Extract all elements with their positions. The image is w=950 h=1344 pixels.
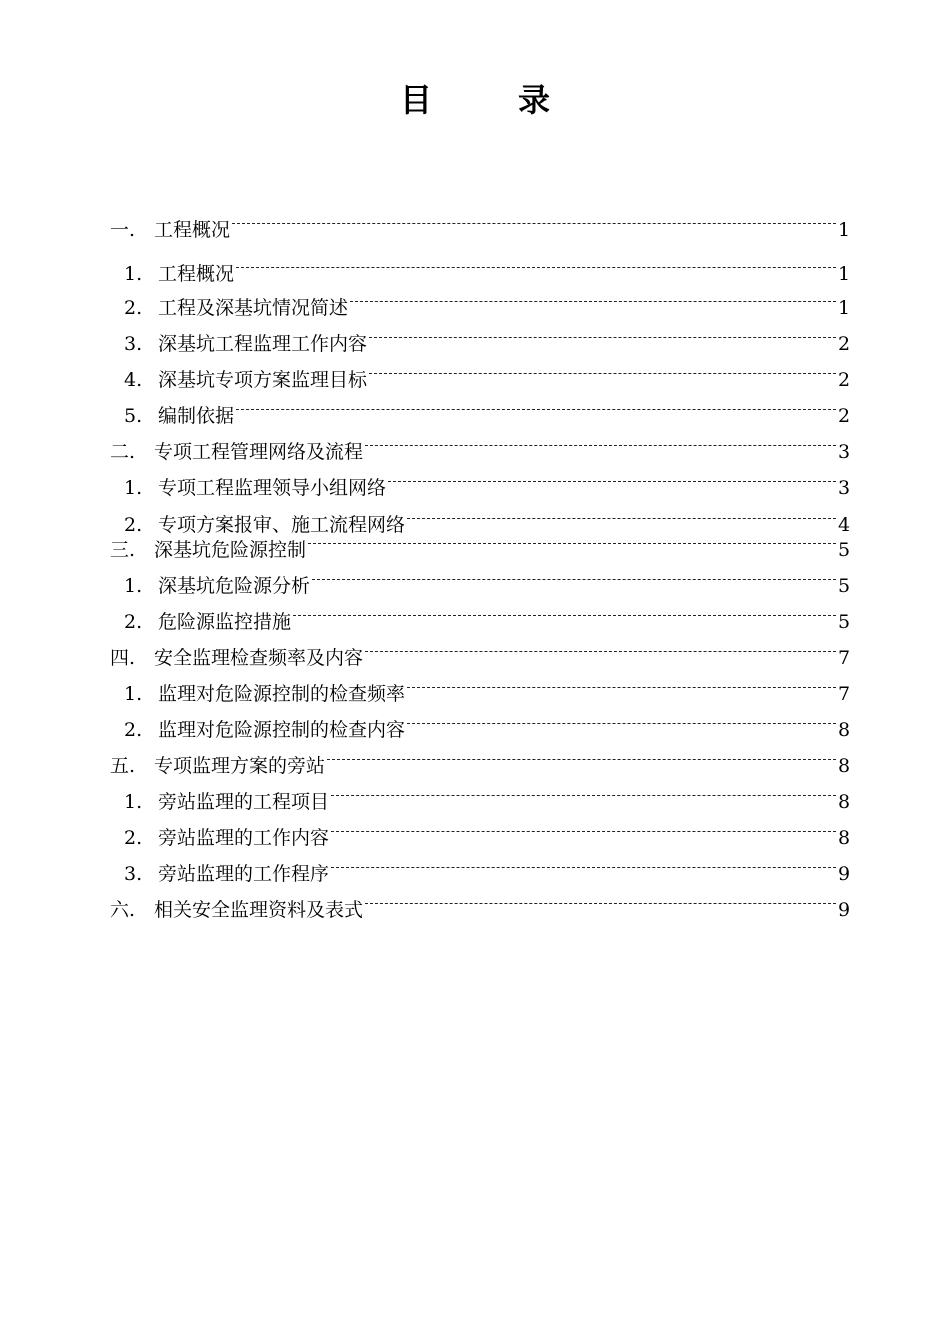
toc-entry[interactable] (110, 636, 851, 669)
toc-entry[interactable] (110, 780, 851, 813)
toc-page-number: 1 (838, 219, 851, 241)
toc-title: 专项方案报审、施工流程网络 (158, 514, 406, 536)
toc-number: 一. (110, 219, 136, 241)
toc-entry[interactable] (110, 852, 851, 885)
toc-number: 1. (124, 575, 143, 597)
toc-number: 2. (124, 611, 143, 633)
toc-number: 1. (124, 263, 143, 285)
page-title (0, 78, 950, 122)
toc-page-number: 8 (838, 827, 851, 849)
toc-title: 深基坑工程监理工作内容 (158, 333, 368, 355)
toc-leader (236, 394, 836, 422)
toc-leader (331, 780, 836, 808)
toc-number: 1. (124, 791, 143, 813)
toc-title: 旁站监理的工作程序 (158, 863, 330, 885)
toc-entry[interactable] (110, 888, 851, 921)
toc-page-number: 1 (838, 297, 851, 319)
toc-entry[interactable] (110, 322, 851, 355)
toc-leader (293, 600, 836, 628)
toc-title: 旁站监理的工作内容 (158, 827, 330, 849)
toc-leader (312, 564, 836, 592)
toc-entry[interactable] (110, 816, 851, 849)
toc-leader (365, 888, 836, 916)
toc-title: 专项监理方案的旁站 (154, 755, 326, 777)
toc-leader (365, 636, 836, 664)
toc-number: 五. (110, 755, 136, 777)
page-title-char-1: 目 (399, 81, 432, 119)
toc-page-number: 8 (838, 755, 851, 777)
toc-page-number: 2 (838, 369, 851, 391)
toc-leader (365, 430, 836, 458)
toc-number: 5. (124, 405, 143, 427)
toc-title: 监理对危险源控制的检查频率 (158, 683, 406, 705)
toc-leader (369, 322, 836, 350)
toc-number: 2. (124, 827, 143, 849)
toc-page-number: 2 (838, 333, 851, 355)
toc-leader (232, 208, 836, 236)
toc-number: 四. (110, 647, 136, 669)
toc-leader (331, 852, 836, 880)
toc-title: 专项工程管理网络及流程 (154, 441, 364, 463)
toc-leader (308, 528, 836, 556)
toc-number: 1. (124, 683, 143, 705)
toc-leader (369, 358, 836, 386)
toc-page-number: 5 (838, 611, 851, 633)
toc-entry[interactable] (110, 600, 851, 633)
toc-leader (327, 744, 836, 772)
toc-entry[interactable] (110, 430, 851, 463)
toc-title: 深基坑危险源分析 (158, 575, 311, 597)
toc-page-number: 1 (838, 263, 851, 285)
toc-entry[interactable] (110, 286, 851, 319)
toc-number: 4. (124, 369, 143, 391)
toc-page-number: 3 (838, 477, 851, 499)
toc-entry[interactable] (110, 744, 851, 777)
toc-leader (331, 816, 836, 844)
toc-entry[interactable] (110, 564, 851, 597)
toc-entry[interactable] (110, 358, 851, 391)
toc-title: 工程及深基坑情况简述 (158, 297, 349, 319)
toc-entry[interactable] (110, 528, 851, 561)
toc-page-number: 2 (838, 405, 851, 427)
toc-title: 编制依据 (158, 405, 235, 427)
toc-entry[interactable] (110, 208, 851, 241)
toc-leader (236, 252, 836, 280)
toc-page-number: 8 (838, 719, 851, 741)
toc-entry[interactable] (110, 394, 851, 427)
toc-title: 专项工程监理领导小组网络 (158, 477, 387, 499)
toc-page-number: 3 (838, 441, 851, 463)
toc-title: 危险源监控措施 (158, 611, 292, 633)
toc-entry[interactable] (110, 252, 851, 285)
toc-number: 3. (124, 863, 143, 885)
toc-leader (407, 708, 836, 736)
toc-title: 监理对危险源控制的检查内容 (158, 719, 406, 741)
toc-number: 2. (124, 297, 143, 319)
toc-number: 3. (124, 333, 143, 355)
toc-title: 相关安全监理资料及表式 (154, 899, 364, 921)
toc-entry[interactable] (110, 708, 851, 741)
toc-page-number: 7 (838, 683, 851, 705)
toc-title: 深基坑专项方案监理目标 (158, 369, 368, 391)
toc-entry[interactable] (110, 466, 851, 499)
toc-leader (407, 503, 836, 531)
toc-page-number: 5 (838, 575, 851, 597)
toc-page-number: 8 (838, 791, 851, 813)
toc-number: 二. (110, 441, 136, 463)
toc-number: 2. (124, 514, 143, 536)
toc-title: 深基坑危险源控制 (154, 539, 307, 561)
toc-number: 1. (124, 477, 143, 499)
toc-page-number: 9 (838, 863, 851, 885)
toc-number: 六. (110, 899, 136, 921)
toc-title: 旁站监理的工程项目 (158, 791, 330, 813)
toc-page-number: 7 (838, 647, 851, 669)
toc-entry[interactable] (110, 672, 851, 705)
toc-entry[interactable] (110, 503, 851, 536)
toc-page-number: 5 (838, 539, 851, 561)
toc-leader (388, 466, 836, 494)
toc-number: 三. (110, 539, 136, 561)
toc-number: 2. (124, 719, 143, 741)
toc-page-number: 9 (838, 899, 851, 921)
page-title-char-2: 录 (518, 81, 551, 119)
toc-page-number: 4 (838, 514, 851, 536)
toc-leader (350, 286, 836, 314)
toc-title: 工程概况 (158, 263, 235, 285)
toc-leader (407, 672, 836, 700)
toc-title: 安全监理检查频率及内容 (154, 647, 364, 669)
toc-title: 工程概况 (154, 219, 231, 241)
